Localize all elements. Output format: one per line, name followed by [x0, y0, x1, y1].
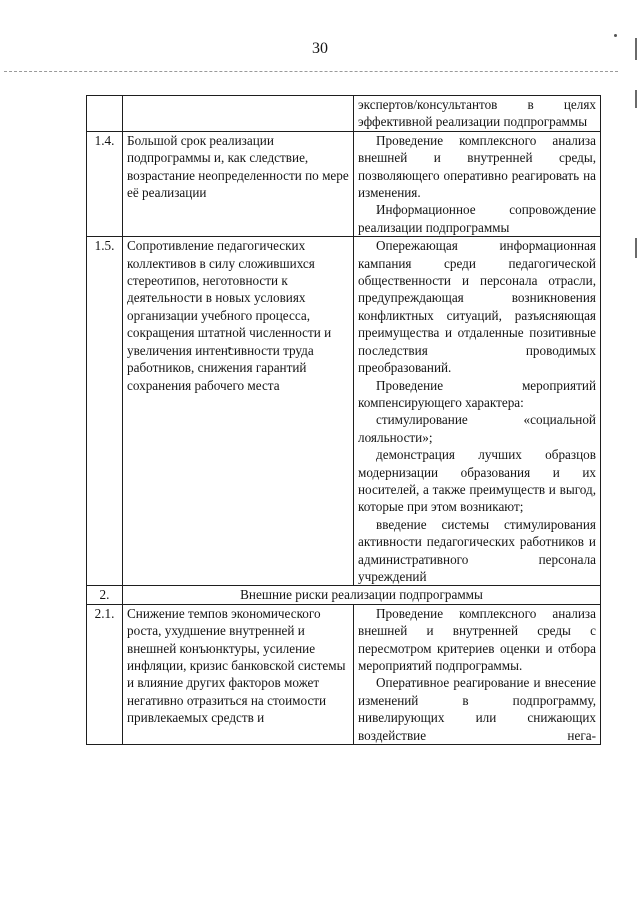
- scan-edge-mark: [635, 238, 637, 258]
- measure-paragraph: Информационное сопровождение реализации подпрограммы: [358, 202, 596, 235]
- measure-paragraph: стимулирование «социальной лояльности»;: [358, 412, 596, 445]
- risks-table: [86, 95, 601, 745]
- scan-header-line: [4, 71, 618, 72]
- measure-paragraph: демонстрация лучших образцов модернизации образования и их носителей, а также преимуществ и выгод, которые при этом возникают;: [358, 447, 596, 515]
- measures-cell: [354, 96, 601, 132]
- table-row: [87, 237, 601, 586]
- measures-cell: [354, 237, 601, 586]
- section-row: [87, 586, 601, 604]
- measure-paragraph: Проведение комплексного анализа внешней и внутренней среды с пересмотром критериев оценки и отбора мероприятий подпрограммы.: [358, 605, 596, 673]
- table-row: [87, 131, 601, 236]
- measure-paragraph: Оперативное реагирование и внесение изменений в подпрограмму, нивелирующих или снижающих воздействие нега-: [358, 675, 596, 743]
- measures-cell: [354, 604, 601, 744]
- measure-paragraph: Проведение мероприятий компенсирующего характера:: [358, 377, 596, 410]
- scan-speck: [614, 34, 617, 37]
- row-number: 1.4.: [87, 131, 123, 236]
- scan-edge-mark: [635, 90, 637, 108]
- measures-cell: [354, 131, 601, 236]
- row-number: 2.1.: [87, 604, 123, 744]
- measure-paragraph: Опережающая информационная кампания среди педагогической общественности и персонала отрасли, предупреждающая возникновения конфликтных ситуаций, разъясняющая преимущества и отдаленные позитивные последствия проводимых преобразований.: [358, 238, 596, 376]
- row-number: [87, 96, 123, 132]
- risk-description: Большой срок реализации подпрограммы и, как следствие, возрастание неопределенности по мере её реализации: [123, 131, 354, 236]
- risk-description: [123, 96, 354, 132]
- table-row: [87, 96, 601, 132]
- risk-description: Сопротивление педагогических коллективов в силу сложившихся стереотипов, неготовности к деятельности в новых условиях организации учебного процесса, сокращения штатной численности и увеличения интенсивности труда работников, снижения гарантий сохранения рабочего места: [123, 237, 354, 586]
- page-number: 30: [312, 40, 328, 57]
- row-number: 1.5.: [87, 237, 123, 586]
- measure-paragraph: Проведение комплексного анализа внешней и внутренней среды, позволяющего оперативно реагировать на изменения.: [358, 132, 596, 201]
- risk-description: Снижение темпов экономического роста, ухудшение внутренней и внешней конъюнктуры, усиление инфляции, кризис банковской системы и влияние других факторов может негативно отразиться на стоимости привлекаемых средств и: [123, 604, 354, 744]
- measure-paragraph: введение системы стимулирования активности педагогических работников и административного персонала учреждений: [358, 516, 596, 584]
- scan-edge-mark: [635, 38, 637, 60]
- section-title: Внешние риски реализации подпрограммы: [123, 586, 601, 604]
- section-number: 2.: [87, 586, 123, 604]
- table-row: [87, 604, 601, 744]
- measure-paragraph: экспертов/консультантов в целях эффективной реализации подпрограммы: [358, 97, 596, 130]
